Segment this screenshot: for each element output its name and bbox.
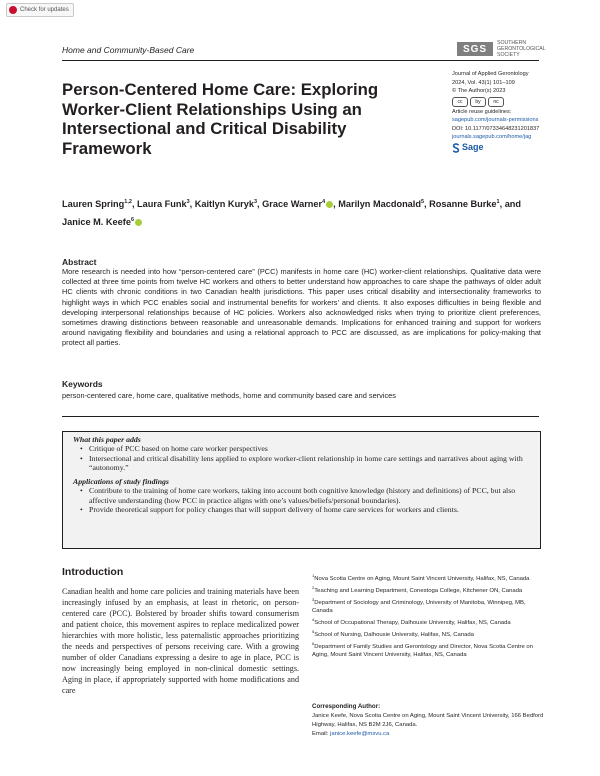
- affiliation-text: Department of Family Studies and Gerontology and Director, Nova Scotia Centre on Aging, Mount Saint Vincent University, Halifax, NS, Canada: [312, 643, 533, 659]
- sgs-logo-mark: SGS: [457, 42, 493, 56]
- society-name-line: GERONTOLOGICAL: [497, 46, 546, 52]
- author-affiliation-marker: 3: [186, 199, 190, 205]
- affiliations: [312, 572, 547, 660]
- header-rule: [62, 60, 539, 61]
- introduction-text: Canadian health and home care policies and training materials have been increasingly infused by an emphasis, at least in rhetoric, on person-centered care (PCC). Bolstered by broader shifts toward consumerism and patient choice, this movement aspires to replace medicalized power hierarchies with more holistic, less paternalistic approaches prioritizing the needs and perspectives of persons receiving care. With a growing number of older Canadians expressing a desire to age in place, PCC is now increasingly being employed in non-clinical domestic settings. Aging in place, if appropriately supported with home modifications and care: [62, 587, 299, 695]
- author-affiliation-marker: 3: [253, 199, 258, 205]
- email-link[interactable]: janice.keefe@msvu.ca: [330, 730, 390, 737]
- affiliation-item: [312, 572, 547, 584]
- affiliation-text: School of Nursing, Dalhousie University, Halifax, NS, Canada: [314, 631, 474, 638]
- journal-volume: 2024, Vol. 43(1) 101–109: [452, 79, 515, 86]
- affiliation-marker: 4: [312, 617, 315, 623]
- sage-s-icon: [452, 143, 460, 153]
- author-name: Rosanne Burke: [429, 199, 497, 210]
- author-affiliation-marker: 1,2: [124, 199, 132, 205]
- section-divider: [62, 416, 539, 417]
- applications-item: • Contribute to the training of home care workers, taking into account both cognitive knowledge (history and definitions) of PCC, but also affective understanding (how PCC in practice aligns with one’s values/beliefs/personal boundaries).: [83, 486, 528, 505]
- affiliation-marker: 1: [312, 573, 315, 578]
- author-name: Janice M. Keefe: [62, 217, 131, 228]
- affiliation-marker: 2: [312, 584, 315, 590]
- affiliation-item: [312, 628, 547, 640]
- affiliation-text: Department of Sociology and Criminology, University of Manitoba, Winnipeg, MB, Canada: [312, 599, 526, 615]
- adds-list: [73, 444, 528, 472]
- affiliation-item: [312, 640, 547, 661]
- cc-icon: cc: [452, 97, 468, 107]
- email-label: Email:: [312, 730, 331, 737]
- sage-wordmark: Sage: [462, 142, 484, 153]
- author-affiliation-marker: 6: [130, 217, 135, 224]
- corresponding-author: [312, 712, 547, 738]
- affiliation-text: School of Occupational Therapy, Dalhousie University, Halifax, NS, Canada: [314, 620, 511, 627]
- keywords-heading: Keywords: [62, 379, 103, 389]
- journal-home-link[interactable]: journals.sagepub.com/home/jag: [452, 134, 532, 140]
- author-affiliation-marker: 5: [420, 199, 425, 205]
- author-affiliation-marker: 1: [496, 199, 500, 205]
- affiliation-text: Teaching and Learning Department, Conestoga College, Kitchener ON, Canada: [314, 587, 523, 594]
- corresponding-address: Janice Keefe, Nova Scotia Centre on Aging, Mount Saint Vincent University, 166 Bedford Highway, Halifax, NS B2M 2J6, Canada.: [312, 713, 544, 728]
- author-affiliation-marker: 4: [322, 199, 326, 205]
- applications-item: • Provide theoretical support for policy changes that will support delivery of home care services for workers and clients.: [83, 505, 528, 514]
- author-name: Lauren Spring: [62, 199, 125, 210]
- affiliation-marker: 5: [312, 628, 315, 634]
- corresponding-heading: Corresponding Author:: [312, 703, 381, 710]
- nc-icon: nc: [488, 97, 504, 107]
- author-name: Grace Warner: [262, 199, 323, 210]
- orcid-icon[interactable]: [135, 219, 142, 226]
- permissions-link[interactable]: sagepub.com/journals-permissions: [452, 117, 539, 123]
- author-name: Kaitlyn Kuryk: [194, 199, 254, 210]
- copyright: © The Author(s) 2023: [452, 88, 506, 94]
- journal-name: Journal of Applied Gerontology: [452, 71, 529, 77]
- adds-heading: What this paper adds: [73, 435, 141, 444]
- affiliation-item: [312, 616, 547, 628]
- sage-logo: [452, 143, 572, 153]
- adds-item: • Intersectional and critical disability lens applied to explore worker-client relationship in home care settings and narratives about aging with “autonomy.”: [83, 454, 528, 473]
- society-name-line: SOUTHERN: [497, 40, 527, 46]
- affiliation-item: [312, 584, 547, 596]
- adds-item: • Critique of PCC based on home care worker perspectives: [83, 444, 528, 453]
- doi[interactable]: DOI: 10.1177/07334648231201837: [452, 125, 540, 132]
- creative-commons-icons[interactable]: [452, 97, 572, 107]
- section-label: Home and Community-Based Care: [62, 45, 195, 55]
- society-name: [497, 40, 557, 58]
- journal-info: [452, 70, 572, 153]
- affiliation-item: [312, 596, 547, 617]
- check-for-updates-label: Check for updates: [20, 7, 69, 13]
- author-name: Marilyn Macdonald: [338, 199, 421, 210]
- orcid-icon[interactable]: [326, 201, 333, 208]
- highlights-box: [62, 431, 541, 549]
- by-icon: by: [470, 97, 486, 107]
- keywords-text: person-centered care, home care, qualitative methods, home and community based care and services: [62, 391, 396, 400]
- crossmark-icon: [9, 6, 17, 14]
- article-title: Person-Centered Home Care: Exploring Worker-Client Relationships Using an Intersectional and Critical Disability Framework: [62, 80, 379, 158]
- applications-heading: Applications of study findings: [73, 477, 169, 487]
- affiliation-text: Nova Scotia Centre on Aging, Mount Saint Vincent University, Halifax, NS, Canada: [314, 575, 530, 582]
- reuse-guidelines-label: Article reuse guidelines:: [452, 108, 512, 115]
- applications-list: [73, 486, 528, 514]
- check-for-updates-badge[interactable]: [6, 3, 74, 17]
- society-logo: [457, 40, 557, 58]
- society-name-line: SOCIETY: [497, 52, 520, 58]
- affiliation-marker: 6: [312, 640, 315, 646]
- abstract-heading: Abstract: [62, 257, 97, 267]
- affiliation-marker: 3: [312, 596, 315, 602]
- author-name: Laura Funk: [137, 199, 187, 210]
- author-list: Lauren Spring$^{1,2}$, Laura Funk$^3$, Kaitlyn Kuryk$^3$, Grace Warner$^4$ , Marilyn Macdonald$^5$, Rosanne Burke$^1$, and Janice M. Keefe$^6$: [62, 199, 522, 228]
- abstract-text: More research is needed into how “person-centered care” (PCC) manifests in home care (HC) worker-client relationships. Qualitative data were collected at three time points from twelve HC workers and others to better understand how approaches to care shape the pathways of older adult HC clients with chronic conditions in two Canadian health jurisdictions. This paper uses critical disability and intersectionality frameworks to highlight ways in which PCC enables social and instrumental benefits for workers’ and clients. It also exposes difficulties in being flexible and developing interpersonal relationships because of HC policies. Workers also acknowledged risks when trying to prioritize client preferences, sometimes drawing distinctions between reasonable and unreasonable demands. Implications for enhanced training and support for workers around navigating flexibility and boundaries and using a relational approach to PCC are discussed, as are implications for policy-making that protect all parties.: [62, 267, 541, 348]
- introduction-heading: Introduction: [62, 566, 124, 578]
